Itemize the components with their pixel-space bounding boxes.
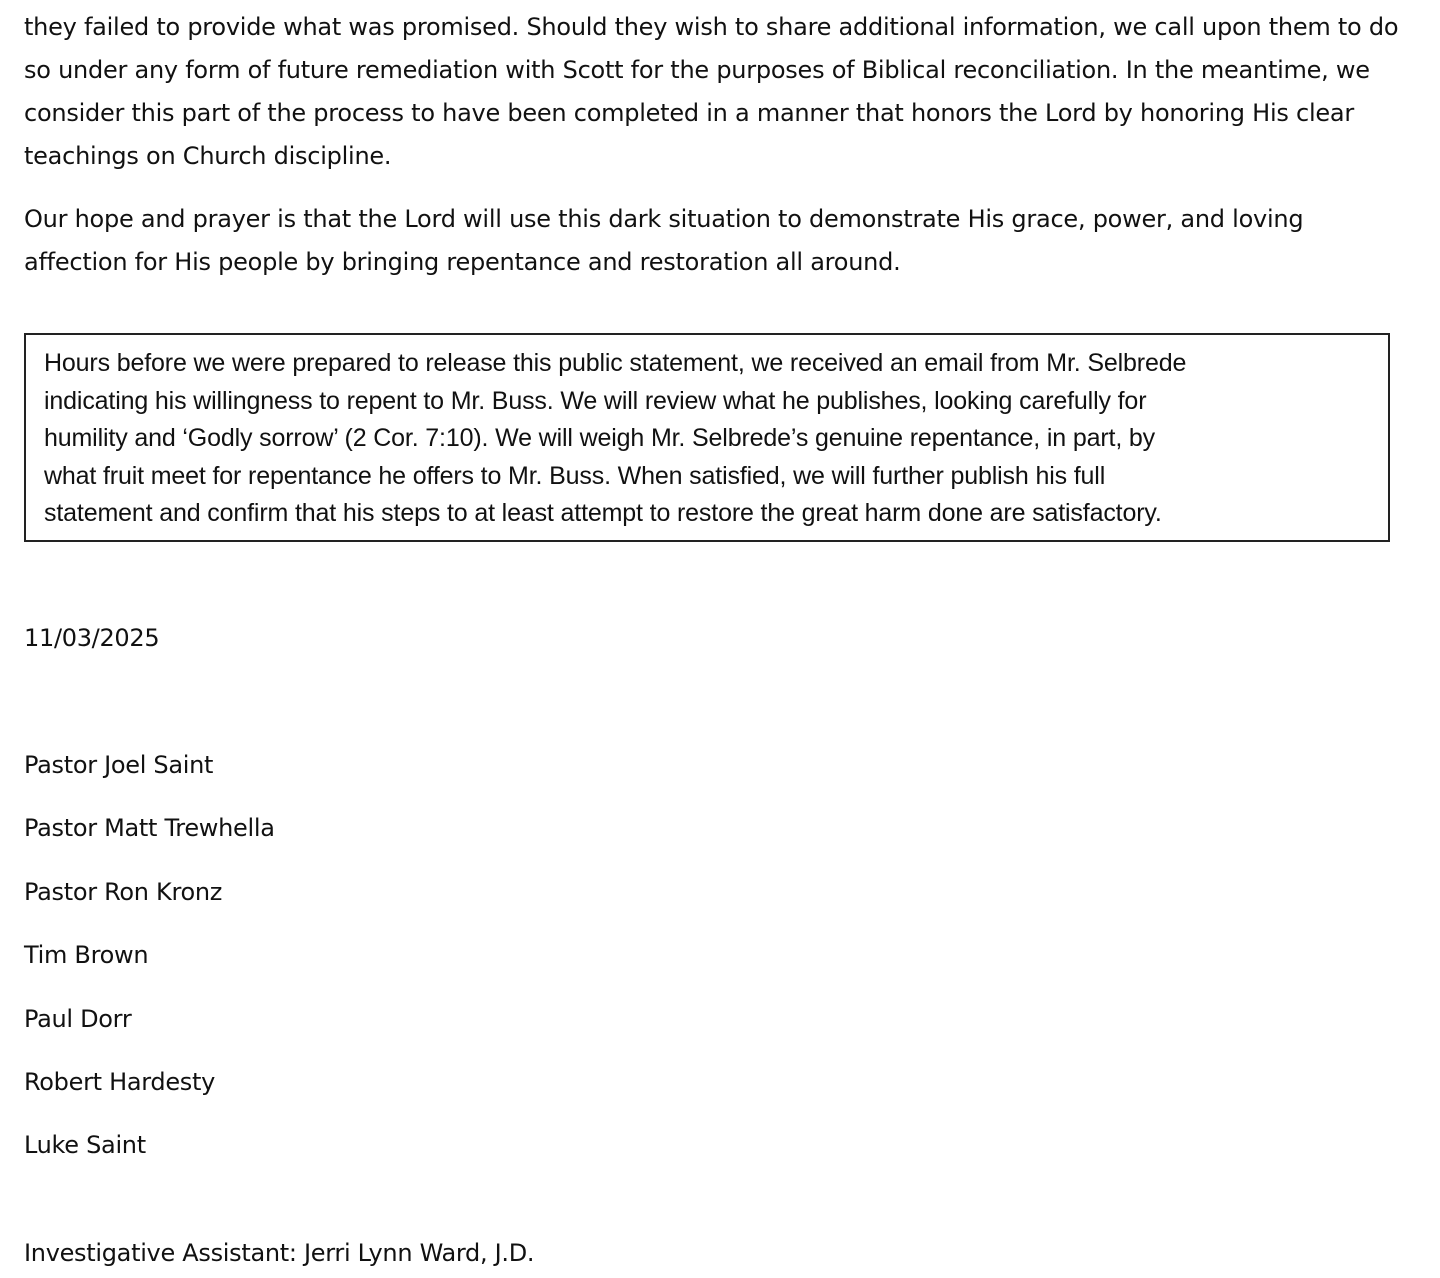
- signatory: Robert Hardesty: [24, 1067, 216, 1096]
- repentance-notice-text: Hours before we were prepared to release this public statement, we received an email from Mr. Selbrede indicating his willingness to repent to Mr. Buss. We will review what he publishes, looking carefully for humility and ‘Godly sorrow’ (2 Cor. 7:10). We will weigh Mr. Selbrede’s genuine repentance, in part, by what fruit meet for repentance he offers to Mr. Buss. When satisfied, we will further publish his full statement and confirm that his steps to at least attempt to restore the great harm done are satisfactory.: [44, 349, 1187, 527]
- statement-date: 11/03/2025: [24, 624, 160, 652]
- investigative-assistant: Investigative Assistant: Jerri Lynn Ward, J.D.: [24, 1239, 535, 1267]
- document-body: [24, 6, 1404, 284]
- signatory: Pastor Joel Saint: [24, 751, 214, 779]
- paragraph-remediation: they failed to provide what was promised. Should they wish to share additional information, we call upon them to do so under any form of future remediation with Scott for the purposes of Biblical reconciliation. In the meantime, we consider this part of the process to have been completed in a manner that honors the Lord by honoring His clear teachings on Church discipline.: [24, 13, 1399, 170]
- signatory: Pastor Ron Kronz: [24, 877, 223, 906]
- signatory: Paul Dorr: [24, 1004, 132, 1033]
- paragraph-hope-prayer: Our hope and prayer is that the Lord will use this dark situation to demonstrate His grace, power, and loving affection for His people by bringing repentance and restoration all around.: [24, 205, 1304, 276]
- repentance-notice-box: [24, 333, 1390, 542]
- signatory: Luke Saint: [24, 1131, 146, 1160]
- signatory-list: [24, 747, 275, 1191]
- signatory: Tim Brown: [24, 941, 149, 970]
- signatory: Pastor Matt Trewhella: [24, 814, 275, 843]
